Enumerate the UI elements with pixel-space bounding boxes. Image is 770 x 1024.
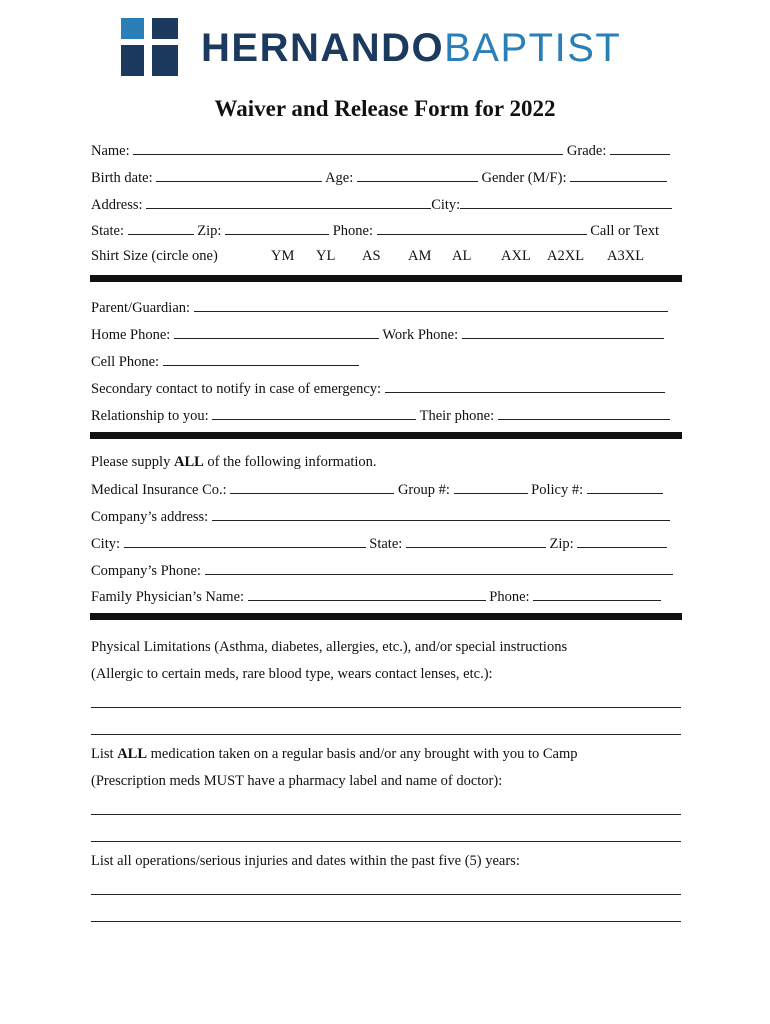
home-phone-row (91, 325, 681, 344)
grade-label: Grade: (566, 143, 607, 159)
company-address-label: Company’s address: (91, 509, 209, 525)
section-divider (90, 432, 682, 439)
company-state-label: State: (369, 536, 403, 552)
limitations-answer-line[interactable] (91, 707, 681, 708)
company-address-field[interactable] (212, 507, 670, 521)
medications-answer-line[interactable] (91, 841, 681, 842)
cell-phone-label: Cell Phone: (91, 354, 160, 370)
birth-date-label: Birth date: (91, 170, 153, 186)
parent-field[interactable] (194, 298, 668, 312)
limitations-heading-1: Physical Limitations (Asthma, diabetes, allergies, etc.), and/or special instructions (91, 639, 568, 655)
form-title: Waiver and Release Form for 2022 (214, 96, 556, 121)
medications-bold: ALL (117, 746, 148, 762)
policy-label: Policy #: (531, 482, 584, 498)
section-divider (90, 613, 682, 620)
shirt-size-option[interactable]: AS (362, 248, 381, 264)
birth-date-field[interactable] (156, 168, 322, 182)
logo-wordmark (201, 28, 621, 68)
group-label: Group #: (397, 482, 450, 498)
state-row (91, 221, 681, 240)
operations-answer-line[interactable] (91, 894, 681, 895)
medications-pre: List (91, 746, 118, 762)
their-phone-label: Their phone: (419, 408, 495, 424)
insurance-label: Medical Insurance Co.: (91, 482, 227, 498)
zip-label: Zip: (197, 223, 222, 239)
shirt-size-option[interactable]: A3XL (607, 248, 645, 264)
age-label: Age: (325, 170, 354, 186)
phone-field[interactable] (377, 221, 587, 235)
company-phone-label: Company’s Phone: (91, 563, 201, 579)
group-field[interactable] (454, 480, 528, 494)
work-phone-label: Work Phone: (382, 327, 459, 343)
logo-text-strong: HERNANDO (201, 26, 445, 70)
shirt-size-option[interactable]: AXL (501, 248, 531, 264)
section-divider (90, 275, 682, 282)
name-label: Name: (91, 143, 130, 159)
logo-text-light: BAPTIST (444, 26, 622, 70)
name-row (91, 141, 681, 160)
address-row (91, 195, 681, 214)
limitations-heading-2: (Allergic to certain meds, rare blood type, wears contact lenses, etc.): (91, 666, 493, 682)
limitations-answer-line[interactable] (91, 734, 681, 735)
insurance-intro-bold: ALL (173, 454, 204, 470)
city-label: City: (431, 197, 461, 213)
phone-label: Phone: (332, 223, 373, 239)
physician-phone-field[interactable] (533, 587, 661, 601)
name-field[interactable] (133, 141, 563, 155)
medications-post: medication taken on a regular basis and/or any brought with you to Camp (147, 746, 578, 762)
parent-label: Parent/Guardian: (91, 300, 191, 316)
age-field[interactable] (357, 168, 478, 182)
address-field[interactable] (146, 195, 431, 209)
call-or-text-label: Call or Text (590, 223, 660, 239)
physician-field[interactable] (248, 587, 486, 601)
company-phone-field[interactable] (205, 561, 673, 575)
policy-field[interactable] (587, 480, 663, 494)
company-address-row (91, 507, 681, 526)
gender-label: Gender (M/F): (481, 170, 567, 186)
secondary-contact-label: Secondary contact to notify in case of emergency: (91, 381, 382, 397)
their-phone-field[interactable] (498, 406, 670, 420)
company-zip-label: Zip: (549, 536, 574, 552)
operations-heading: List all operations/serious injuries and dates within the past five (5) years: (91, 853, 520, 869)
insurance-intro-post: of the following information. (203, 454, 377, 470)
physician-row (91, 587, 681, 606)
state-field[interactable] (128, 221, 194, 235)
insurance-field[interactable] (230, 480, 394, 494)
company-city-label: City: (91, 536, 121, 552)
medications-answer-line[interactable] (91, 814, 681, 815)
work-phone-field[interactable] (462, 325, 664, 339)
company-city-field[interactable] (124, 534, 366, 548)
company-phone-row (91, 561, 681, 580)
gender-field[interactable] (570, 168, 667, 182)
shirt-size-option[interactable]: YL (316, 248, 336, 264)
shirt-size-option[interactable]: A2XL (547, 248, 585, 264)
relationship-label: Relationship to you: (91, 408, 209, 424)
insurance-intro (91, 453, 681, 471)
company-state-field[interactable] (406, 534, 546, 548)
shirt-size-row (91, 247, 681, 265)
insurance-row (91, 480, 681, 499)
home-phone-label: Home Phone: (91, 327, 171, 343)
shirt-size-option[interactable]: AM (408, 248, 432, 264)
company-city-row (91, 534, 681, 553)
secondary-contact-row (91, 379, 681, 398)
zip-field[interactable] (225, 221, 329, 235)
grade-field[interactable] (610, 141, 670, 155)
insurance-intro-pre: Please supply (91, 454, 174, 470)
physician-label: Family Physician’s Name: (91, 589, 245, 605)
secondary-contact-field[interactable] (385, 379, 665, 393)
physician-phone-label: Phone: (489, 589, 530, 605)
shirt-size-option[interactable]: YM (271, 248, 295, 264)
home-phone-field[interactable] (174, 325, 379, 339)
cross-logo-icon (121, 18, 178, 76)
parent-row (91, 298, 681, 317)
cell-phone-row (91, 352, 681, 371)
shirt-size-option[interactable]: AL (452, 248, 472, 264)
address-label: Address: (91, 197, 143, 213)
shirt-size-label: Shirt Size (circle one) (91, 248, 218, 264)
relationship-field[interactable] (212, 406, 416, 420)
church-logo (121, 18, 621, 76)
relationship-row (91, 406, 681, 425)
operations-answer-line[interactable] (91, 921, 681, 922)
medications-heading-2: (Prescription meds MUST have a pharmacy label and name of doctor): (91, 773, 503, 789)
medications-heading-1 (91, 745, 681, 763)
state-label: State: (91, 223, 125, 239)
city-field[interactable] (460, 195, 672, 209)
cell-phone-field[interactable] (163, 352, 359, 366)
company-zip-field[interactable] (577, 534, 667, 548)
birth-row (91, 168, 681, 187)
